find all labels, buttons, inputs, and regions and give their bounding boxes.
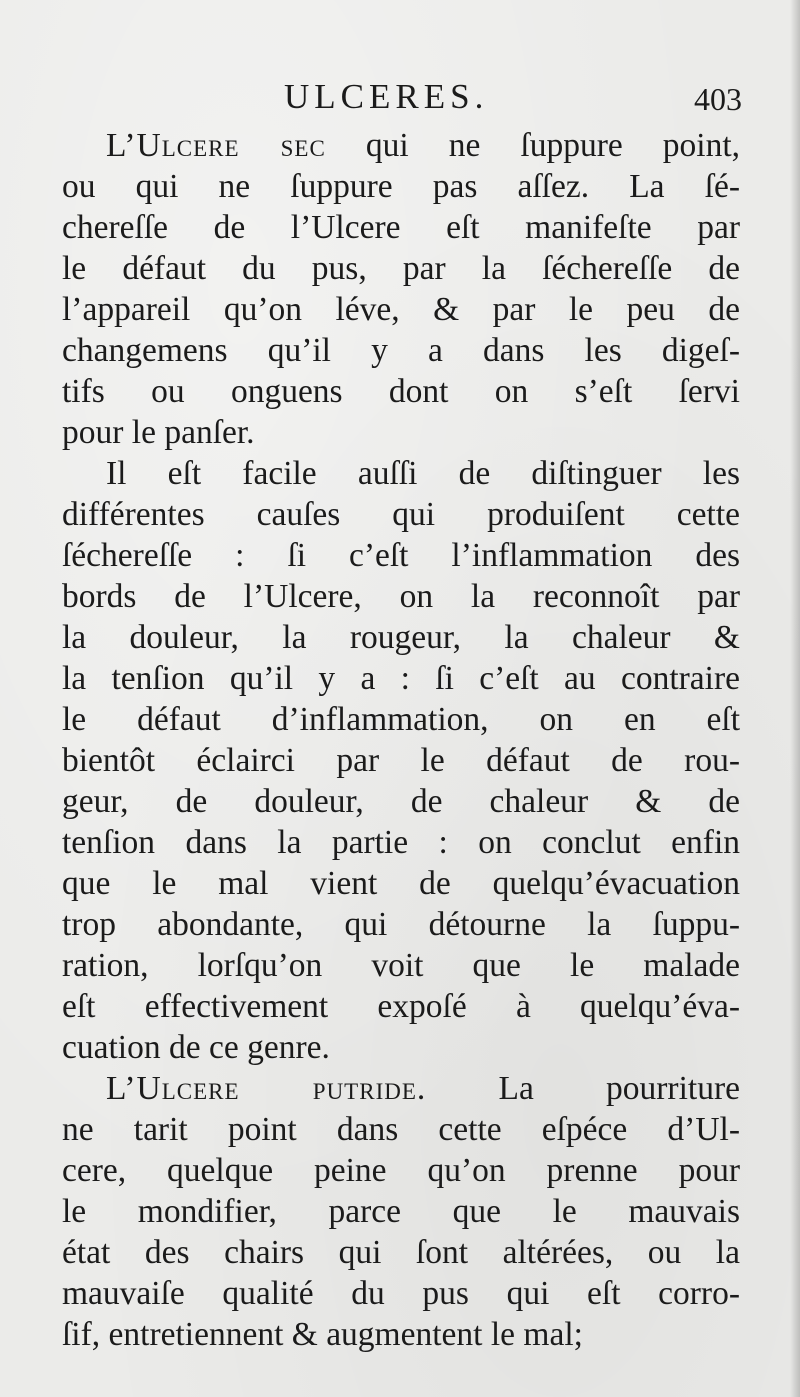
page-edge-shadow: [790, 0, 800, 1397]
line-text: eſt effectivement expoſé à quelqu’éva-: [62, 988, 740, 1025]
text-line: [62, 535, 740, 576]
text-line: [62, 945, 740, 986]
line-text: ne tarit point dans cette eſpéce d’Ul-: [62, 1111, 740, 1148]
text-line: [62, 125, 740, 166]
line-text: l’appareil qu’on léve, & par le peu de: [62, 291, 740, 328]
line-text: bords de l’Ulcere, on la reconnoît par: [62, 578, 740, 615]
line-text: changemens qu’il y a dans les digeſ-: [62, 332, 740, 369]
text-line: [62, 1027, 740, 1068]
line-text: la tenſion qu’il y a : ſi c’eſt au contraire: [62, 660, 740, 697]
text-line: [62, 453, 740, 494]
text-line: [62, 863, 740, 904]
line-text: ration, lorſqu’on voit que le malade: [62, 947, 740, 984]
line-text: pour le panſer.: [62, 414, 255, 451]
line-text: ſéchereſſe : ſi c’eſt l’inflammation des: [62, 537, 740, 574]
text-line: [62, 1109, 740, 1150]
text-line: [62, 289, 740, 330]
text-line: [62, 248, 740, 289]
text-line: [62, 330, 740, 371]
text-line: [62, 658, 740, 699]
paragraph: [62, 125, 740, 453]
page-number: 403: [694, 81, 742, 117]
text-line: [62, 1191, 740, 1232]
line-text: geur, de douleur, de chaleur & de: [62, 783, 740, 820]
line-text: La pourriture: [426, 1070, 740, 1107]
page-header: [62, 74, 742, 124]
text-line: [62, 371, 740, 412]
line-text: le mondifier, parce que le mauvais: [62, 1193, 740, 1230]
text-line: [62, 494, 740, 535]
text-line: [62, 986, 740, 1027]
text-line: [62, 904, 740, 945]
text-line: [62, 1314, 740, 1355]
line-text: trop abondante, qui détourne la ſuppu-: [62, 906, 740, 943]
line-text: le défaut du pus, par la ſéchereſſe de: [62, 250, 740, 287]
line-text: cuation de ce genre.: [62, 1029, 330, 1066]
paragraph: [62, 1068, 740, 1355]
line-text: cere, quelque peine qu’on prenne pour: [62, 1152, 740, 1189]
line-text: tenſion dans la partie : on conclut enfin: [62, 824, 740, 861]
line-text: chereſſe de l’Ulcere eſt manifeſte par: [62, 209, 740, 246]
body-text: [62, 125, 740, 1355]
text-line: [62, 781, 740, 822]
text-line: [62, 576, 740, 617]
text-line: [62, 617, 740, 658]
running-title: ULCERES.: [284, 77, 489, 116]
text-line: [62, 1150, 740, 1191]
text-line: [62, 1232, 740, 1273]
section-heading: L’Ulcere putride.: [106, 1070, 427, 1107]
text-line: [62, 207, 740, 248]
line-text: ſif, entretiennent & augmentent le mal;: [62, 1316, 583, 1353]
line-text: la douleur, la rougeur, la chaleur &: [62, 619, 740, 656]
text-line: [62, 822, 740, 863]
line-text: qui ne ſuppure point,: [325, 127, 740, 164]
line-text: bientôt éclairci par le défaut de rou-: [62, 742, 740, 779]
text-line: [62, 166, 740, 207]
line-text: différentes cauſes qui produiſent cette: [62, 496, 740, 533]
line-text: que le mal vient de quelqu’évacuation: [62, 865, 740, 902]
line-text: mauvaiſe qualité du pus qui eſt corro-: [62, 1275, 740, 1312]
text-line: [62, 1068, 740, 1109]
text-line: [62, 699, 740, 740]
line-text: tifs ou onguens dont on s’eſt ſervi: [62, 373, 740, 410]
line-text: ou qui ne ſuppure pas aſſez. La ſé-: [62, 168, 740, 205]
text-line: [62, 1273, 740, 1314]
text-line: [62, 412, 740, 453]
section-heading: L’Ulcere sec: [106, 127, 326, 164]
text-line: [62, 740, 740, 781]
line-text: le défaut d’inflammation, on en eſt: [62, 701, 740, 738]
line-text: état des chairs qui ſont altérées, ou la: [62, 1234, 740, 1271]
line-text: Il eſt facile auſſi de diſtinguer les: [106, 455, 740, 492]
paragraph: [62, 453, 740, 1068]
